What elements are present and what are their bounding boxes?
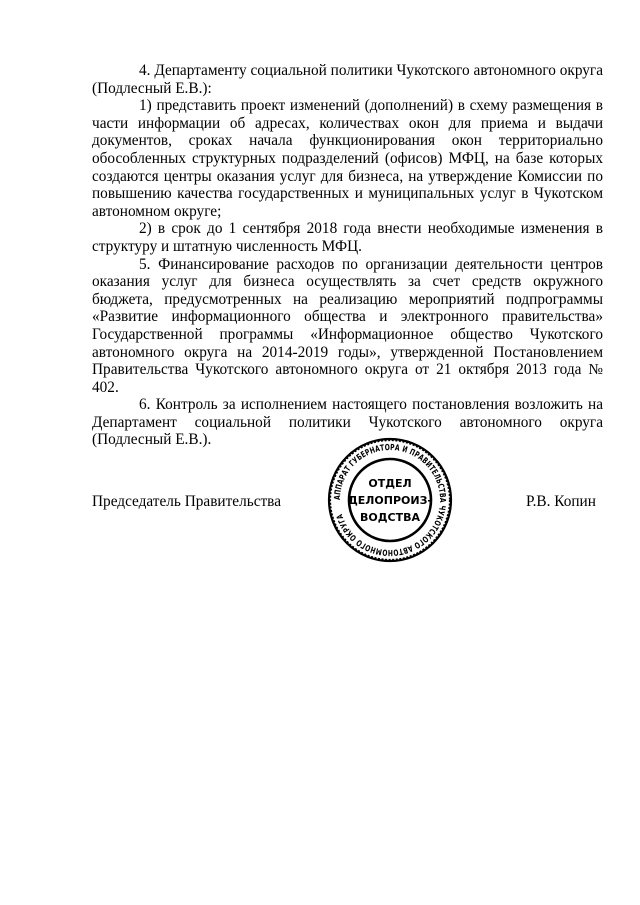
signature-name: Р.В. Копин	[526, 493, 596, 510]
official-stamp	[327, 437, 453, 563]
paragraph-item-5: 5. Финансирование расходов по организации деятельности центров оказания услуг для бизнеса осуществлять за счет средств окружного бюджета, предусмотренных на реализацию мероприятий подпрограммы «Развитие информационного общества и электронного правительства» Государственной программы «Информационное общество Чукотского автономного округа на 2014-2019 годы», утвержденной Постановлением Правительства Чукотского автономного округа от 21 октября 2013 года № 402.	[92, 255, 603, 396]
paragraph-item-6: 6. Контроль за исполнением настоящего постановления возложить на Департамент социальной политики Чукотского автономного округа (Подлесный Е.В.).	[92, 396, 603, 449]
stamp-line-1: ОТДЕЛ	[368, 477, 412, 490]
stamp-ring-text: АППАРАТ ГУБЕРНАТОРА И ПРАВИТЕЛЬСТВА ЧУКОТСКОГО АВТОНОМНОГО ОКРУГА	[331, 441, 449, 559]
document-body	[92, 62, 603, 449]
stamp-line-2: ДЕЛОПРОИЗ-	[347, 494, 433, 507]
stamp-line-3: ВОДСТВА	[359, 511, 421, 524]
paragraph-subitem-4-1: 1) представить проект изменений (дополнений) в схему размещения в части информации об адресах, количествах окон для приема и выдачи документов, сроках начала функционирования окон территориально обособленных структурных подразделений (офисов) МФЦ, на базе которых создаются центры оказания услуг для бизнеса, на утверждение Комиссии по повышению качества государственных и муниципальных услуг в Чукотском автономном округе;	[92, 97, 603, 220]
paragraph-item-4: 4. Департаменту социальной политики Чукотского автономного округа (Подлесный Е.В.):	[92, 62, 603, 97]
signature-position: Председатель Правительства	[92, 493, 281, 510]
paragraph-subitem-4-2: 2) в срок до 1 сентября 2018 года внести необходимые изменения в структуру и штатную численность МФЦ.	[92, 220, 603, 255]
